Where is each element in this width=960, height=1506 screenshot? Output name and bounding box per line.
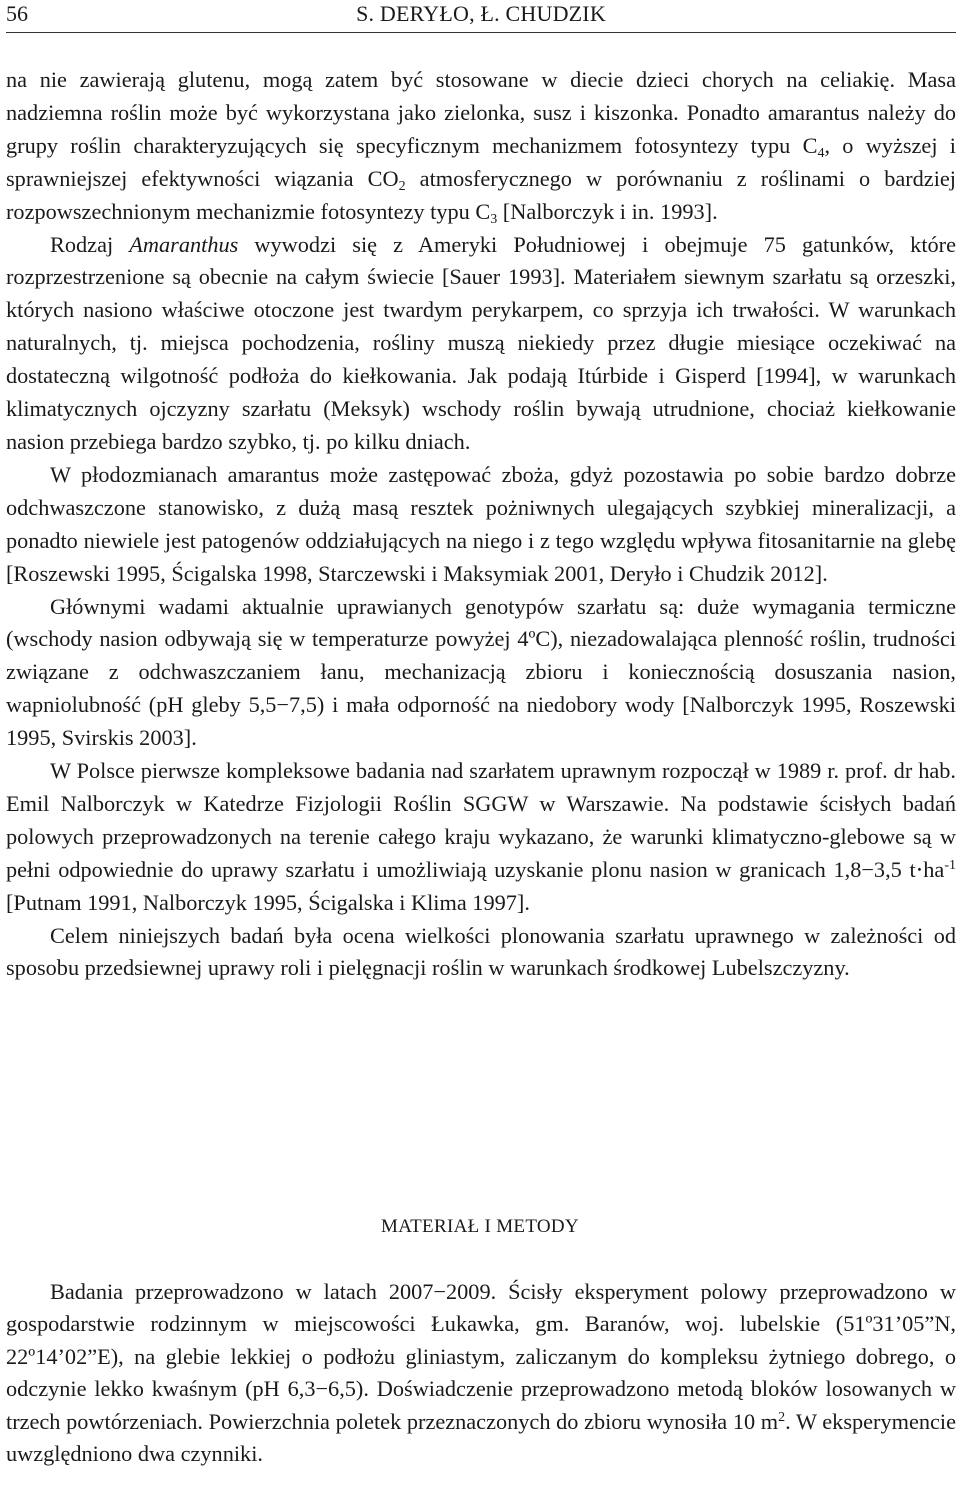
superscript-ha: -1	[944, 857, 956, 873]
header-rule	[6, 32, 956, 33]
paragraph-1-text-c: atmosferycznego w porównaniu z roślinami o bardziej rozpowszechnionym mechanizmie fotosyntezy typu C	[6, 165, 956, 224]
paragraph-5-text-a: W Polsce pierwsze kompleksowe badania nad szarłatem uprawnym rozpoczął w 1989 r. prof. dr hab. Emil Nalborczyk w Katedrze Fizjologii Roślin SGGW w Warszawie. Na podstawie ścisłych badań polowych przeprowadzonych na terenie całego kraju wykazano, że warunki klimatyczno-glebowe są w pełni odpowiednie do uprawy szarłatu i umożliwiają uzyskanie plonu nasion w granicach 1,8−3,5 t⋅ha	[6, 758, 956, 882]
subscript-c3: 3	[490, 211, 498, 227]
section-heading: MATERIAŁ I METODY	[381, 1216, 579, 1237]
paragraph-2-text-a: Rodzaj	[50, 231, 130, 257]
paragraph-4: Głównymi wadami aktualnie uprawianych genotypów szarłatu są: duże wymagania termiczne (wschody nasion odbywają się w temperaturze powyżej 4ºC), niezadowalająca plenność roślin, trudności związane z odchwaszczaniem łanu, mechanizacją zbioru i koniecznością dosuszania nasion, wapniolubność (pH gleby 5,5−7,5) i mała odporność na niedobory wody [Nalborczyk 1995, Roszewski 1995, Svirskis 2003].	[6, 593, 956, 751]
methods-text-b: . W eksperymencie uwzględniono dwa czynniki.	[6, 1408, 956, 1467]
paragraph-2-text-b: wywodzi się z Ameryki Południowej i obejmuje 75 gatunków, które rozprzestrzenione są obecnie na całym świecie [Sauer 1993]. Materiałem siewnym szarłatu są orzeszki, których nasiono właściwe otoczone jest twardym perykarpem, co sprzyja ich trwałości. W warunkach naturalnych, tj. miejsca pochodzenia, rośliny muszą niekiedy przez długie miesiące oczekiwać na dostateczną wilgotność podłoża do kiełkowania. Jak podają Itúrbide i Gisperd [1994], w warunkach klimatycznych ojczyzny szarłatu (Meksyk) wschody roślin bywają utrudnione, chociaż kiełkowanie nasion przebiega bardzo szybko, tj. po kilku dniach.	[6, 231, 956, 454]
subscript-c4: 4	[817, 145, 825, 161]
methods-paragraph-1	[6, 1276, 956, 1470]
paragraph-1-text-a: na nie zawierają glutenu, mogą zatem być stosowane w diecie dzieci chorych na celiakię. Masa nadziemna roślin może być wykorzystana jako zielonka, susz i kiszonka. Ponadto amarantus należy do grupy roślin charakteryzujących się specyficznym mechanizmem fotosyntezy typu C	[6, 67, 956, 158]
paragraph-1-text-d: [Nalborczyk i in. 1993].	[497, 198, 718, 224]
methods-text-a: Badania przeprowadzono w latach 2007−2009. Ścisły eksperyment polowy przeprowadzono w gospodarstwie rodzinnym w miejscowości Łukawka, gm. Baranów, woj. lubelskie (51º31’05”N, 22º14’02”E), na glebie lekkiej o podłożu gliniastym, zaliczanym do kompleksu żytniego dobrego, o odczynie lekko kwaśnym (pH 6,3−6,5). Doświadczenie przeprowadzono metodą bloków losowanych w trzech powtórzeniach. Powierzchnia poletek przeznaczonych do zbioru wynosiła 10 m	[6, 1279, 956, 1434]
paragraph-1-text-b: , o wyższej i sprawniejszej efektywności wiązania CO	[6, 132, 956, 191]
paragraph-3: W płodozmianach amarantus może zastępować zboża, gdyż pozostawia po sobie bardzo dobrze odchwaszczone stanowisko, z dużą masą resztek pożniwnych ulegających szybkiej mineralizacji, a ponadto niewiele jest patogenów oddziałujących na niego i z tego względu wpływa fitosanitarnie na glebę [Roszewski 1995, Ścigalska 1998, Starczewski i Maksymiak 2001, Deryło i Chudzik 2012].	[6, 461, 956, 586]
genus-name: Amaranthus	[129, 231, 239, 257]
paragraph-2	[6, 229, 956, 459]
methods-text	[6, 1276, 956, 1470]
running-header	[6, 0, 956, 30]
subscript-co2: 2	[398, 178, 406, 194]
paragraph-5	[6, 755, 956, 920]
paragraph-5-text-b: [Putnam 1991, Nalborczyk 1995, Ścigalska i Klima 1997].	[6, 889, 530, 915]
body-text	[6, 64, 956, 985]
page-number: 56	[6, 1, 28, 26]
paragraph-1	[6, 64, 956, 229]
superscript-m2: 2	[778, 1409, 786, 1425]
paragraph-6: Celem niniejszych badań była ocena wielkości plonowania szarłatu uprawnego w zależności od sposobu przedsiewnej uprawy roli i pielęgnacji roślin w warunkach środkowej Lubelszczyzny.	[6, 922, 956, 981]
header-authors: S. DERYŁO, Ł. CHUDZIK	[356, 1, 606, 26]
